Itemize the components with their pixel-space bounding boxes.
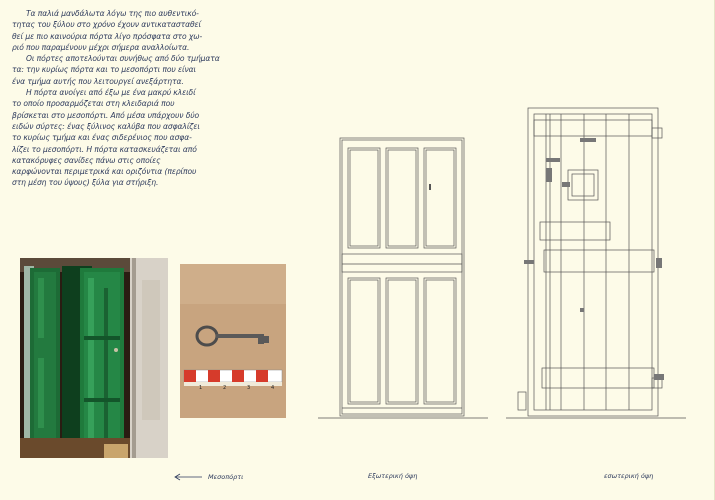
text-line: το οποίο προσαρμόζεται στη κλειδαριά που [12, 99, 175, 109]
text-line: Τα παλιά μανδάλωτα λόγω της πιο αυθεντικό- [26, 9, 199, 18]
arrow-left-icon [172, 472, 204, 482]
exterior-door-drawing [318, 98, 488, 428]
text-line: ειδών σύρτες: ένας ξύλινος καλύβα που ασφαλίζει [12, 121, 200, 131]
text-line: Η πόρτα ανοίγει από έξω με ένα μακρύ κλειδί [26, 88, 196, 98]
text-line: λίζει το μεσοπόρτι. Η πόρτα κατασκευάζεται από [12, 144, 197, 154]
interior-door-drawing [506, 98, 686, 428]
handwritten-text-block [12, 8, 280, 189]
text-line: Οι πόρτες αποτελούνται συνήθως από δύο τμήματα [26, 54, 220, 64]
text-line: θεί με πιο καινούρια πόρτα λίγο πρόσφατα στο χω- [12, 31, 203, 41]
text-line: τητας του ξύλου στο χρόνο έχουν αντικατασταθεί [12, 20, 201, 30]
text-line: το κυρίως τμήμα και ένας σιδερένιος που ασφα- [12, 133, 192, 143]
scale-label: 2 [223, 385, 227, 391]
interior-caption: εσωτερική όψη [604, 472, 654, 480]
mesoporti-caption: Μεσοπόρτι [208, 473, 244, 481]
text-line: καρφώνονται περιμετρικά και οριζόντια (περίπου [12, 167, 197, 177]
key-photo-image [180, 264, 286, 418]
key-photo [180, 264, 286, 418]
exterior-caption: Εξωτερική όψη [368, 472, 418, 480]
scale-label: 1 [199, 385, 203, 391]
text-line: στη μέση του ύψους) ξύλα για στήριξη. [12, 178, 159, 188]
text-line: κατακόρυφες σανίδες πάνω στις οποίες [12, 155, 161, 165]
scale-label: 3 [247, 385, 251, 391]
text-line: βρίσκεται στο μεσοπόρτι. Από μέσα υπάρχουν δύο [12, 110, 200, 120]
scale-label: 4 [271, 385, 275, 391]
text-line: ριό που παραμένουν μέχρι σήμερα αναλλοίωτα. [12, 42, 190, 52]
text-line: τα: την κυρίως πόρτα και το μεσοπόρτι που είναι [12, 65, 197, 75]
text-line: ένα τμήμα αυτής που λειτουργεί ανεξάρτητα. [12, 76, 184, 86]
mesoporti-photo [20, 258, 168, 458]
mesoporti-photo-image [20, 258, 168, 458]
